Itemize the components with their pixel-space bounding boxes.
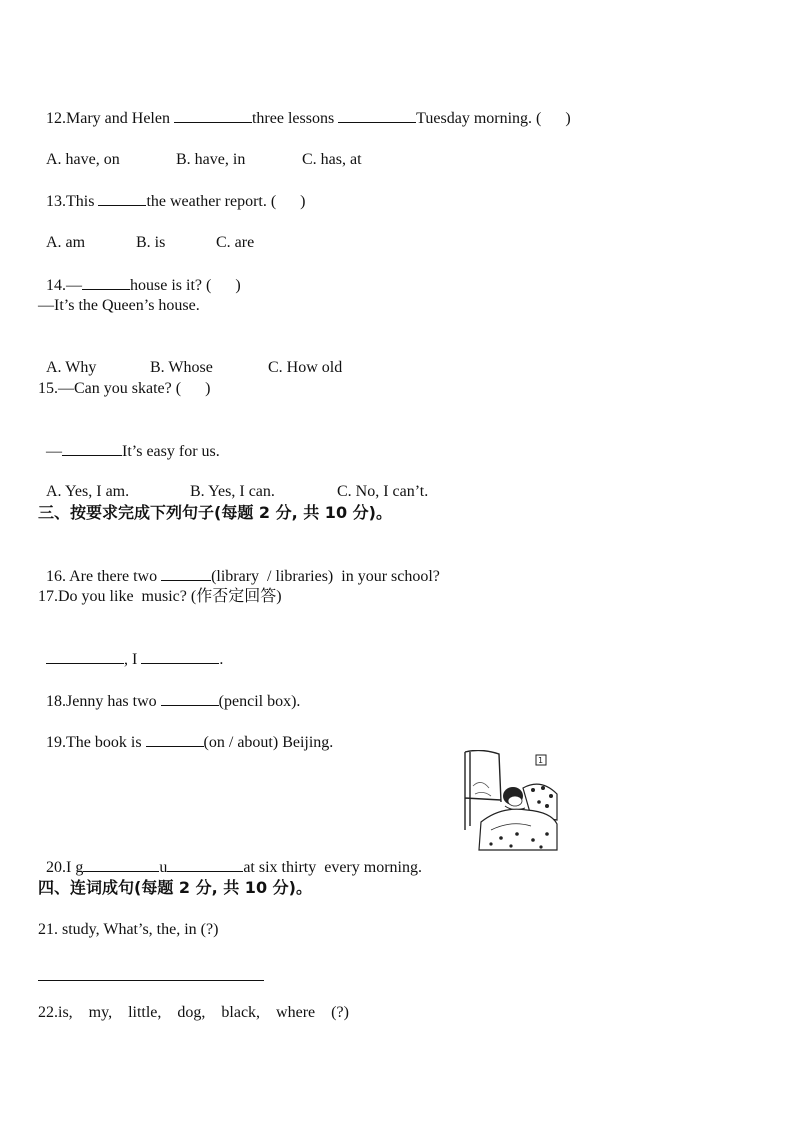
question-20: [38, 837, 422, 878]
question-text: It’s easy for us.: [122, 443, 220, 460]
question-text: 12.Mary and Helen: [46, 110, 174, 127]
options-15: [38, 462, 428, 502]
question-text: 13.This: [46, 193, 99, 210]
option-a[interactable]: A. am: [46, 234, 86, 251]
option-c[interactable]: C. No, I can’t.: [337, 483, 429, 500]
question-text: (pencil box).: [218, 693, 301, 710]
option-c[interactable]: C. has, at: [302, 151, 362, 168]
question-18: [38, 671, 300, 712]
section-heading-3: 三、按要求完成下列句子(每题 2 分, 共 10 分)。: [38, 503, 392, 522]
question-22: 22.is, my, little, dog, black, where (?): [38, 1004, 349, 1021]
answer-blank[interactable]: [167, 857, 243, 872]
answer-blank[interactable]: [141, 649, 219, 664]
answer-blank[interactable]: [46, 649, 124, 664]
question-text: 16. Are there two: [46, 568, 162, 585]
question-text: 20.I g: [46, 859, 84, 876]
question-text: 18.Jenny has two: [46, 693, 161, 710]
question-12: [38, 88, 571, 129]
answer-blank[interactable]: [62, 441, 122, 456]
answer-blank[interactable]: [83, 857, 159, 872]
svg-text:1: 1: [538, 756, 544, 765]
option-a[interactable]: A. Why: [46, 359, 97, 376]
option-b[interactable]: B. have, in: [176, 151, 246, 168]
options-13: [38, 213, 254, 253]
question-13: [38, 171, 306, 212]
question-text: (on / about) Beijing.: [203, 734, 334, 751]
answer-blank[interactable]: [146, 732, 204, 747]
question-text: (library / libraries) in your school?: [211, 568, 440, 585]
answer-rule-21[interactable]: [38, 980, 264, 981]
question-text: three lessons: [251, 110, 339, 127]
question-15: 15.—Can you skate? ( ): [38, 380, 211, 397]
dialogue-reply: [38, 421, 220, 462]
options-12: [38, 130, 362, 170]
option-a[interactable]: A. have, on: [46, 151, 120, 168]
question-text: , I: [124, 651, 142, 668]
question-16: [38, 546, 440, 587]
question-text: 14.—: [46, 277, 82, 294]
question-text: Tuesday morning. ( ): [416, 110, 571, 127]
dialogue-reply: —It’s the Queen’s house.: [38, 297, 200, 314]
options-14: [38, 338, 342, 378]
option-a[interactable]: A. Yes, I am.: [46, 483, 130, 500]
question-text: house is it? ( ): [130, 277, 241, 294]
option-c[interactable]: C. How old: [268, 359, 343, 376]
question-text: the weather report. ( ): [146, 193, 306, 210]
question-text: —: [46, 443, 62, 460]
question-21: 21. study, What’s, the, in (?): [38, 921, 219, 938]
question-text: at six thirty every morning.: [243, 859, 422, 876]
option-b[interactable]: B. Whose: [150, 359, 213, 376]
answer-blank[interactable]: [161, 691, 219, 706]
option-b[interactable]: B. Yes, I can.: [190, 483, 275, 500]
question-text: u: [159, 859, 168, 876]
answer-blank[interactable]: [82, 275, 130, 290]
option-b[interactable]: B. is: [136, 234, 166, 251]
answer-blank[interactable]: [161, 566, 211, 581]
boy-getting-up-picture: [461, 750, 559, 854]
answer-blank[interactable]: [174, 108, 252, 123]
answer-blank[interactable]: [98, 191, 146, 206]
question-text: .: [219, 651, 224, 668]
option-c[interactable]: C. are: [216, 234, 255, 251]
answer-blank[interactable]: [338, 108, 416, 123]
answer-line-17: [38, 629, 223, 670]
question-19: [38, 712, 333, 753]
question-14: [38, 255, 241, 296]
section-heading-4: 四、连词成句(每题 2 分, 共 10 分)。: [38, 878, 312, 897]
question-text: 19.The book is: [46, 734, 146, 751]
question-17: 17.Do you like music? (作否定回答): [38, 588, 282, 605]
